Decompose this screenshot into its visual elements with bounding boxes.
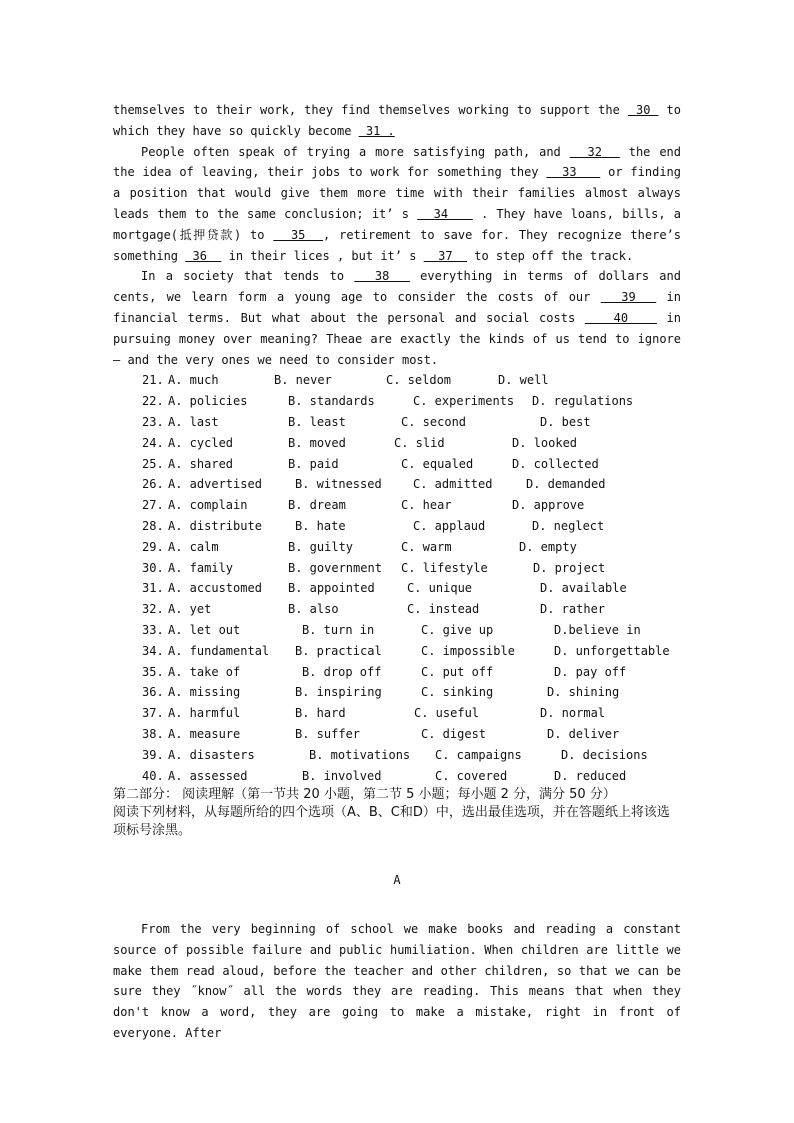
option-number: 22.: [142, 394, 164, 409]
blank-31: 31 .: [358, 123, 395, 138]
passage-a-text: From the very beginning of school we make books and reading a constant source of possible failure and public humiliation. When children are little we make them read aloud, before the teacher and other children, so that we can be sure they ˝know˝ all the words they are reading. This means that when they don't know a word, they are going to make a mistake, right in front of everyone. After: [113, 922, 681, 1041]
option-c: C. slid: [394, 435, 445, 450]
option-b: B. government: [288, 560, 382, 575]
text-run: People often speak of trying a more satisfying path, and: [141, 144, 570, 159]
option-c: C. warm: [401, 539, 452, 554]
option-b: B. hate: [295, 518, 346, 533]
option-row: [113, 745, 681, 766]
option-b: B. also: [288, 602, 339, 617]
blank-39: 39: [600, 290, 657, 305]
option-number: 25.: [142, 456, 164, 471]
text-run: or finding a position that would give them more time with their families almost always leads them to the same conclusion; it’ s: [113, 165, 681, 221]
option-b: B. inspiring: [295, 685, 382, 700]
option-row: [113, 537, 681, 558]
text-run: everything in terms of dollars and cents, we learn form a young age to consider the costs of our: [113, 269, 681, 305]
option-d: D. available: [540, 581, 627, 596]
option-b: B. appointed: [288, 581, 375, 596]
option-row: [113, 724, 681, 745]
option-d: D. collected: [512, 456, 599, 471]
option-row: [113, 433, 681, 454]
option-b: B. moved: [288, 435, 346, 450]
option-d: D. unforgettable: [554, 643, 670, 658]
blank-40: 40: [584, 310, 657, 325]
option-a: A. disasters: [168, 747, 255, 762]
option-b: B. never: [274, 373, 332, 388]
blank-38: 38: [354, 269, 410, 284]
option-a: A. fundamental: [168, 643, 270, 658]
option-row: [113, 766, 681, 787]
option-a: A. take of: [168, 664, 241, 679]
option-row: [113, 412, 681, 433]
option-d: D. rather: [540, 602, 606, 617]
text-run: to which they have so quickly become: [113, 103, 681, 138]
blank-37: 37: [423, 248, 468, 263]
option-number: 21.: [142, 373, 164, 388]
option-row: [113, 641, 681, 662]
option-row: [113, 703, 681, 724]
option-d: D.believe in: [554, 622, 641, 637]
option-a: A. distribute: [168, 518, 262, 533]
option-b: B. witnessed: [295, 477, 382, 492]
option-number: 24.: [142, 435, 164, 450]
option-row: [113, 474, 681, 495]
option-b: B. hard: [295, 706, 346, 721]
text-run: in their lices , but it’ s: [221, 248, 424, 263]
option-b: B. least: [288, 414, 346, 429]
option-row: [113, 662, 681, 683]
option-d: D. empty: [519, 539, 577, 554]
option-c: C. useful: [414, 706, 480, 721]
option-row: [113, 682, 681, 703]
option-d: D. deliver: [547, 726, 620, 741]
option-c: C. give up: [421, 622, 494, 637]
option-a: A. harmful: [168, 706, 241, 721]
option-b: B. motivations: [309, 747, 411, 762]
option-c: C. second: [401, 414, 467, 429]
option-number: 36.: [142, 685, 164, 700]
option-number: 29.: [142, 539, 164, 554]
option-number: 27.: [142, 498, 164, 513]
option-a: A. family: [168, 560, 234, 575]
option-a: A. cycled: [168, 435, 234, 450]
option-c: C. experiments: [413, 394, 515, 409]
blank-30: 30: [627, 103, 659, 117]
option-row: [113, 516, 681, 537]
option-number: 33.: [142, 622, 164, 637]
option-d: D. looked: [512, 435, 578, 450]
option-b: B. involved: [302, 768, 382, 783]
blank-32: 32: [569, 144, 620, 159]
option-number: 38.: [142, 726, 164, 741]
section-a-label: A: [393, 873, 401, 888]
text-run: in pursuing money over meaning? Theae are exactly the kinds of us tend to ignore — and the very ones we need to consider most.: [113, 310, 681, 367]
option-c: C. seldom: [386, 373, 452, 388]
option-a: A. advertised: [168, 477, 262, 492]
option-c: C. sinking: [421, 685, 494, 700]
text-run: to step off the track.: [467, 248, 634, 263]
option-d: D. normal: [540, 706, 606, 721]
option-c: C. digest: [421, 726, 487, 741]
option-c: C. lifestyle: [401, 560, 488, 575]
cloze-paragraph-2: [113, 142, 681, 267]
document-page: [113, 100, 681, 1044]
text-run: the end the idea of leaving, their jobs to work for something they: [113, 144, 681, 180]
text-run: themselves to their work, they find themselves working to support the: [113, 103, 628, 117]
option-a: A. let out: [168, 622, 241, 637]
option-b: B. dream: [288, 498, 346, 513]
option-c: C. put off: [421, 664, 494, 679]
option-d: D. reduced: [554, 768, 627, 783]
option-row: [113, 454, 681, 475]
option-b: B. guilty: [288, 539, 354, 554]
option-d: D. shining: [547, 685, 620, 700]
option-a: A. shared: [168, 456, 234, 471]
option-d: D. project: [533, 560, 606, 575]
option-number: 23.: [142, 414, 164, 429]
part2-heading: 第二部分： 阅读理解（第一节共 20 小题，第二节 5 小题；每小题 2 分，满分 50 分）: [113, 787, 616, 803]
option-row: [113, 578, 681, 599]
text-run: . They have loans, bills, a mortgage(抵押贷款) to: [113, 206, 681, 242]
cloze-paragraph-1: [113, 100, 681, 142]
option-row: [113, 495, 681, 516]
option-number: 28.: [142, 518, 164, 533]
option-number: 26.: [142, 477, 164, 492]
blank-35: 35: [273, 227, 324, 242]
option-row: [113, 620, 681, 641]
option-row: [113, 558, 681, 579]
option-c: C. instead: [407, 602, 480, 617]
option-c: C. equaled: [401, 456, 474, 471]
option-b: B. standards: [288, 394, 375, 409]
option-a: A. last: [168, 414, 219, 429]
text-run: In a society that tends to: [141, 269, 355, 284]
option-b: B. turn in: [302, 622, 375, 637]
option-d: D. pay off: [554, 664, 627, 679]
blank-33: 33: [546, 165, 601, 180]
option-number: 31.: [142, 581, 164, 596]
option-number: 30.: [142, 560, 164, 575]
option-d: D. approve: [512, 498, 585, 513]
option-c: C. applaud: [413, 518, 486, 533]
option-d: D. demanded: [526, 477, 606, 492]
option-c: C. covered: [435, 768, 508, 783]
option-a: A. complain: [168, 498, 248, 513]
option-number: 34.: [142, 643, 164, 658]
option-d: D. well: [498, 373, 549, 388]
option-number: 35.: [142, 664, 164, 679]
part2-instruction: 阅读下列材料，从每题所给的四个选项（A、B、C和D）中，选出最佳选项，并在答题纸上将该选项标号涂黑。: [113, 805, 670, 839]
option-b: B. drop off: [302, 664, 382, 679]
option-row: [113, 391, 681, 412]
blank-36: 36: [185, 248, 222, 263]
option-number: 39.: [142, 747, 164, 762]
option-d: D. regulations: [532, 394, 634, 409]
option-d: D. neglect: [532, 518, 605, 533]
option-c: C. admitted: [413, 477, 493, 492]
option-number: 32.: [142, 602, 164, 617]
option-b: B. suffer: [295, 726, 361, 741]
option-number: 40.: [142, 768, 164, 783]
option-a: A. yet: [168, 602, 212, 617]
option-a: A. measure: [168, 726, 241, 741]
option-a: A. policies: [168, 394, 248, 409]
option-b: B. paid: [288, 456, 339, 471]
option-c: C. impossible: [421, 643, 515, 658]
option-c: C. campaigns: [435, 747, 522, 762]
option-a: A. accustomed: [168, 581, 262, 596]
text-run: in financial terms. But what about the personal and social costs: [113, 290, 681, 325]
option-row: [113, 599, 681, 620]
blank-34: 34: [417, 206, 473, 221]
option-number: 37.: [142, 706, 164, 721]
options-list: [113, 370, 681, 786]
option-row: [113, 370, 681, 391]
option-a: A. assessed: [168, 768, 248, 783]
text-run: , retirement to save for. They recognize there’s something: [113, 227, 681, 263]
option-a: A. much: [168, 373, 219, 388]
cloze-paragraph-3: [113, 266, 681, 370]
option-a: A. missing: [168, 685, 241, 700]
option-d: D. best: [540, 414, 591, 429]
option-c: C. hear: [401, 498, 452, 513]
option-d: D. decisions: [561, 747, 648, 762]
option-b: B. practical: [295, 643, 382, 658]
option-c: C. unique: [407, 581, 473, 596]
option-a: A. calm: [168, 539, 219, 554]
